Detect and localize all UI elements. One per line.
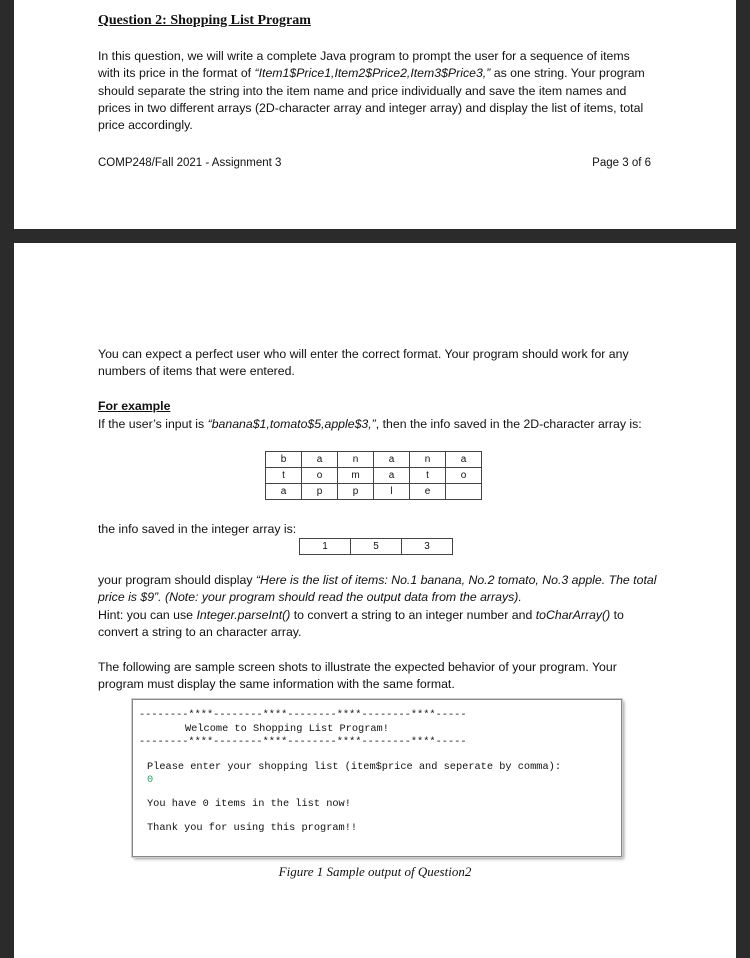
int-array-label: the info saved in the integer array is: <box>98 522 297 536</box>
console-border-top: --------****--------****--------****--------****----- <box>139 709 467 721</box>
char-cell <box>446 484 482 500</box>
char-row <box>266 484 482 500</box>
question-intro: In this question, we will write a complete Java program to prompt the user for a sequence of items with its price in the format of “Item1$Price1,Item2$Price2,Item3$Price3,” as one string. Your program should separate the string into the item name and price individually and save the item names and prices in two different arrays (2D-character array and integer array) and display the list of items, total price accordingly. <box>98 49 645 133</box>
char-cell: n <box>338 452 374 468</box>
sample-console-output <box>132 699 622 857</box>
console-border-bottom: --------****--------****--------****--------****----- <box>139 736 467 748</box>
char-cell: t <box>410 468 446 484</box>
perfect-user-paragraph: You can expect a perfect user who will enter the correct format. Your program should work for any numbers of items that were entered. <box>98 347 629 379</box>
char-cell: a <box>374 468 410 484</box>
char-cell: a <box>446 452 482 468</box>
footer-page-number: Page 3 of 6 <box>592 157 651 169</box>
sample-paragraph: The following are sample screen shots to illustrate the expected behavior of your program. Your program must display the same information with the same format. <box>98 660 617 692</box>
char-row <box>266 468 482 484</box>
char-row <box>266 452 482 468</box>
char-cell: e <box>410 484 446 500</box>
int-cell: 3 <box>402 539 453 555</box>
char-cell: l <box>374 484 410 500</box>
document-page-3-bottom <box>14 0 736 229</box>
example-heading: For example <box>98 399 171 413</box>
question-title: Question 2: Shopping List Program <box>98 13 311 28</box>
footer-course: COMP248/Fall 2021 - Assignment 3 <box>98 157 282 169</box>
figure-caption: Figure 1 Sample output of Question2 <box>278 864 472 879</box>
document-page-4 <box>14 243 736 958</box>
char-cell: b <box>266 452 302 468</box>
example-paragraph: If the user’s input is “banana$1,tomato$5,apple$3,”, then the info saved in the 2D-character array is: <box>98 417 642 431</box>
display-paragraph: your program should display “Here is the list of items: No.1 banana, No.2 tomato, No.3 apple. The total price is $9”. (Note: your program should read the output data from the arrays). Hint: you can use Integer.parseInt() to convert a string to an integer number and toCharArray() to convert a string to an character array. <box>98 573 657 639</box>
char-cell: o <box>446 468 482 484</box>
char-cell: p <box>302 484 338 500</box>
int-array-table <box>299 538 453 555</box>
console-user-input: 0 <box>147 774 154 786</box>
int-row <box>300 539 453 555</box>
int-cell: 1 <box>300 539 351 555</box>
char-cell: m <box>338 468 374 484</box>
char-cell: a <box>302 452 338 468</box>
char-array-table <box>265 451 482 500</box>
char-cell: n <box>410 452 446 468</box>
char-cell: a <box>266 484 302 500</box>
console-item-count: You have 0 items in the list now! <box>147 798 351 810</box>
char-cell: p <box>338 484 374 500</box>
console-welcome: Welcome to Shopping List Program! <box>185 723 389 735</box>
console-thanks: Thank you for using this program!! <box>147 822 358 834</box>
console-prompt: Please enter your shopping list (item$price and seperate by comma): <box>147 761 562 773</box>
char-cell: a <box>374 452 410 468</box>
char-cell: o <box>302 468 338 484</box>
int-cell: 5 <box>351 539 402 555</box>
char-cell: t <box>266 468 302 484</box>
